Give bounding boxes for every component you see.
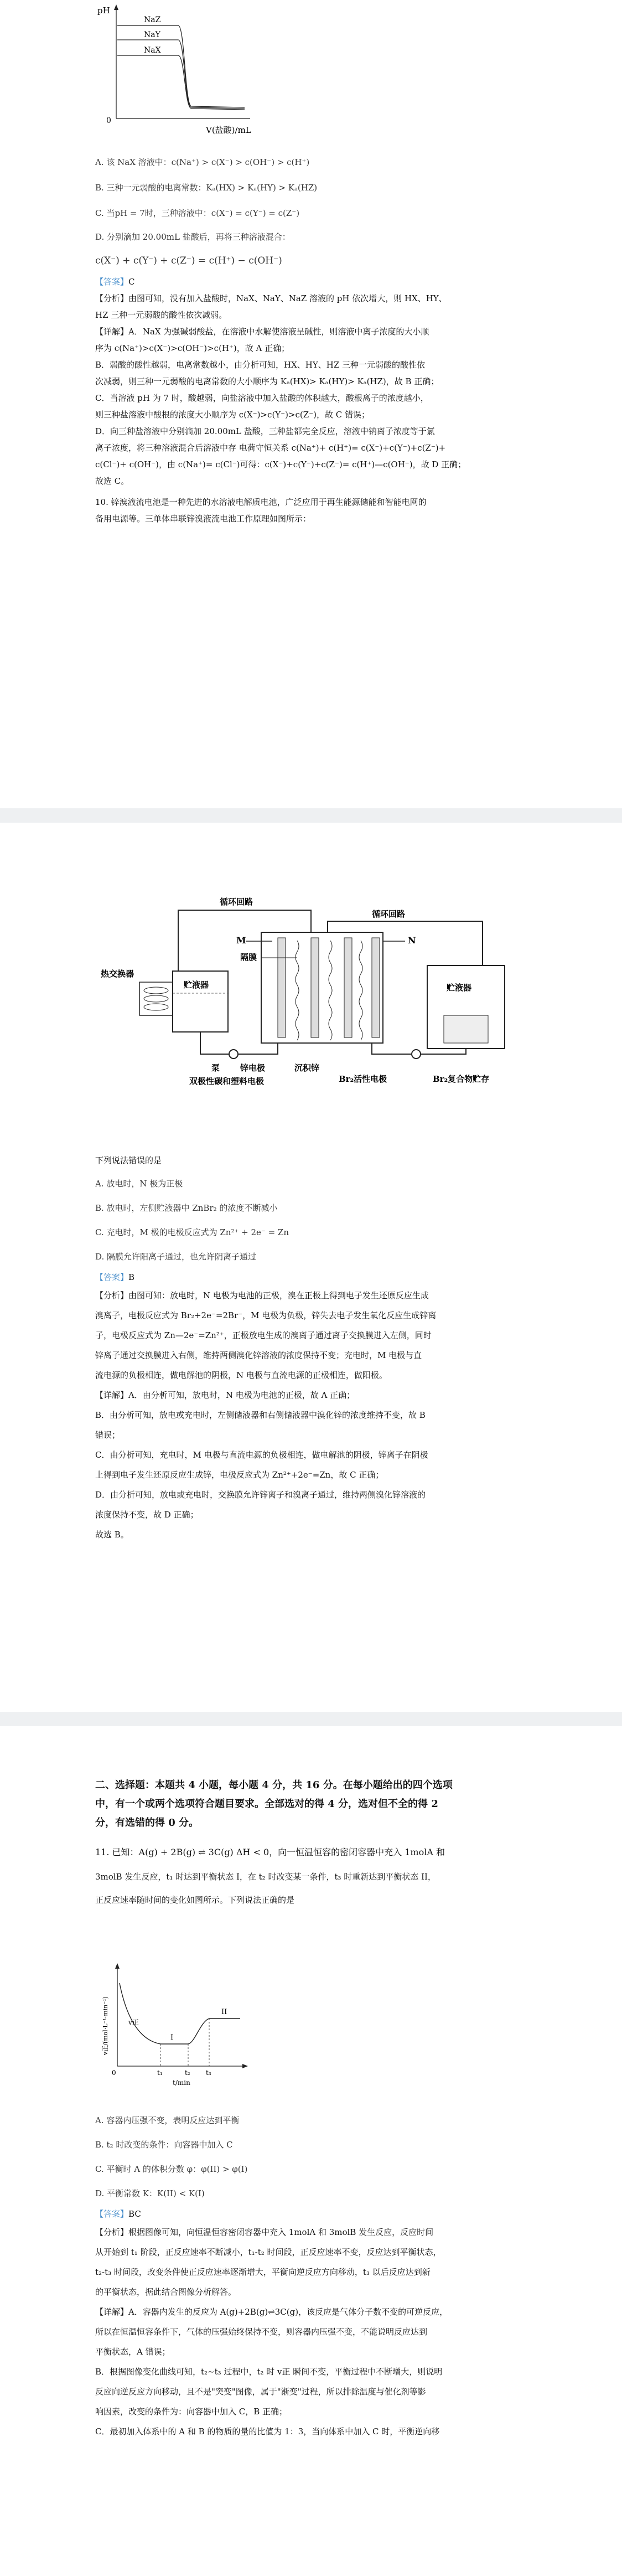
answer-value: B	[128, 1272, 135, 1282]
section-title-line: 二、选择题：本题共 4 小题，每小题 4 分，共 16 分。在每小题给出的四个选项	[95, 1779, 453, 1791]
answer-line	[95, 2206, 538, 2222]
option-c: C. 当pH = 7时，三种溶液中：c(X⁻) = c(Y⁻) = c(Z⁻)	[95, 208, 300, 218]
detail-line: B．弱酸的酸性越弱，电离常数越小，由分析可知，HX、HY、HZ 三种一元弱酸的酸性依	[95, 360, 426, 370]
section-title-line: 中，有一个或两个选项符合题目要求。全部选对的得 4 分，选对但不全的得 2	[95, 1798, 438, 1810]
tick-t2: t₂	[185, 2069, 190, 2077]
analysis-line: 从开始到 t₁ 阶段，正反应速率不断减小，t₁-t₂ 时间段，正反应速率不变，反应达到平衡状态，	[95, 2247, 442, 2257]
tick-t3: t₃	[206, 2069, 211, 2077]
curve-label: v正	[128, 2019, 139, 2026]
detail-line: 次减弱，则三种一元弱酸的电离常数的大小顺序为 Kₐ(HX)> Kₐ(HY)> Kₐ(HZ)，故 B 正确；	[95, 376, 439, 386]
curve-nax	[117, 55, 245, 110]
option-d: D. 隔膜允许阳离子通过，也允许阴离子通过	[95, 1252, 257, 1262]
detail-line: 故选 B。	[95, 1530, 129, 1540]
left-loop-label: 循环回路	[220, 897, 253, 907]
detail-line: 【详解】A．容器内发生的反应为 A(g)+2B(g)⇌3C(g)，该反应是气体分子数不变的可逆反应，	[95, 2307, 448, 2317]
bipolar-electrode-label: 双极性碳和塑料电极	[189, 1076, 265, 1086]
detail-line: 序为 c(Na⁺)>c(X⁻)>c(OH⁻)>c(H⁺)，故 A 正确；	[95, 343, 290, 353]
n-electrode-label: N	[408, 935, 416, 946]
analysis-line: HZ 三种一元弱酸的酸性依次减弱。	[95, 310, 227, 320]
tick-0: 0	[112, 2069, 116, 2077]
page-3	[0, 1726, 622, 2576]
detail-line: B．根据图像变化曲线可知，t₂~t₃ 过程中，t₂ 时 v正 瞬间不变，平衡过程中不断增大，则说明	[95, 2367, 443, 2377]
option-d: D. 分别滴加 20.00mL 盐酸后，再将三种溶液混合：	[95, 232, 291, 242]
ph-titration-chart	[95, 2, 328, 141]
detail-line: 故选 C。	[95, 476, 129, 486]
question-11-line: 正反应速率随时间的变化如图所示。下列说法正确的是	[95, 1895, 295, 1905]
answer-value: C	[128, 277, 135, 287]
analysis-line: 子，电极反应式为 Zn—2e⁻=Zn²⁺，正极放电生成的溴离子通过离子交换膜进入左侧，同时	[95, 1330, 432, 1340]
analysis-line: 的平衡状态，据此结合图像分析解答。	[95, 2287, 237, 2297]
question-11-line: 3molB 发生反应，t₁ 时达到平衡状态 I，在 t₂ 时改变某一条件，t₃ 时重新达到平衡状态 II，	[95, 1872, 436, 1882]
detail-line: c(Cl⁻)+ c(OH⁻)，由 c(Na⁺)= c(Cl⁻)可得：c(X⁻)+c(Y⁻)+c(Z⁻)= c(H⁺)—c(OH⁻)，故 D 正确；	[95, 460, 467, 469]
detail-line: B．由分析可知，放电或充电时，左侧储液器和右侧储液器中溴化锌的浓度维持不变，故 B	[95, 1410, 426, 1420]
option-c: C. 平衡时 A 的体积分数 φ：φ(II) > φ(I)	[95, 2164, 248, 2174]
electrode	[278, 938, 286, 1037]
pump-right	[412, 1050, 421, 1059]
membrane-label: 隔膜	[240, 952, 257, 962]
answer-line	[95, 273, 538, 290]
question-10-line: 备用电源等。三单体串联锌溴液流电池工作原理如图所示：	[95, 514, 312, 524]
zinc-electrode-label: 锌电极	[240, 1063, 266, 1073]
br2-electrode-label: Br₂活性电极	[339, 1074, 387, 1084]
question-10-line: 10. 锌溴液流电池是一种先进的水溶液电解质电池，广泛应用于再生能源储能和智能电网的	[95, 497, 427, 507]
y-axis-label: pH	[97, 6, 110, 16]
x-axis-label: t/min	[173, 2079, 190, 2087]
analysis-line: 【分析】由图可知，没有加入盐酸时，NaX、NaY、NaZ 溶液的 pH 依次增大，则 HX、HY、	[95, 293, 447, 303]
detail-line: 所以在恒温恒容条件下，气体的压强始终保持不变，则容器内压强不变，不能说明反应达到	[95, 2327, 428, 2337]
detail-line: D．由分析可知，放电或充电时，交换膜允许锌离子和溴离子通过，维持两侧溴化锌溶液的	[95, 1490, 426, 1500]
page-separator	[0, 808, 622, 823]
question-stem: 下列说法错误的是	[95, 1155, 162, 1165]
detail-line: 浓度保持不变，故 D 正确；	[95, 1510, 199, 1520]
coil-ring	[144, 987, 168, 994]
option-b: B. 放电时，左侧贮液器中 ZnBr₂ 的浓度不断减小	[95, 1203, 278, 1213]
origin-label: 0	[106, 116, 111, 125]
answer-label: 【答案】	[95, 277, 129, 287]
electrode	[311, 938, 319, 1037]
page-1	[0, 0, 622, 808]
x-axis-label: V(盐酸)/mL	[206, 125, 251, 135]
zinc-deposit-label: 沉积锌	[294, 1063, 320, 1073]
option-a: A. 该 NaX 溶液中：c(Na⁺) > c(X⁻) > c(OH⁻) > c(H⁺)	[95, 157, 310, 167]
coil-ring	[144, 995, 168, 1002]
tick-t1: t₁	[157, 2069, 163, 2077]
answer-line	[95, 1269, 538, 1286]
left-tank-label: 贮液器	[184, 980, 209, 990]
coil-ring	[144, 1004, 168, 1010]
detail-line: C．最初加入体系中的 A 和 B 的物质的量的比值为 1：3，当向体系中加入 C 时，平衡逆向移	[95, 2427, 440, 2436]
question-11-line: 11. 已知：A(g) + 2B(g) ⇌ 3C(g) ΔH < 0，向一恒温恒容的密闭容器中充入 1molA 和	[95, 1847, 445, 1857]
option-a: A. 放电时，N 极为正极	[95, 1179, 183, 1189]
option-d-formula: c(X⁻) + c(Y⁻) + c(Z⁻) = c(H⁺) − c(OH⁻)	[95, 255, 282, 266]
zinc-bromine-battery-diagram	[95, 888, 549, 1093]
detail-line: D．向三种盐溶液中分别滴加 20.00mL 盐酸，三种盐都完全反应，溶液中钠离子浓度等于氯	[95, 426, 435, 436]
analysis-line: 【分析】由图可知：放电时，N 电极为电池的正极，溴在正极上得到电子发生还原反应生成	[95, 1290, 429, 1300]
electrode	[344, 938, 352, 1037]
m-electrode-label: M	[236, 935, 246, 946]
y-axis-arrow	[114, 4, 118, 10]
option-a: A. 容器内压强不变，表明反应达到平衡	[95, 2115, 240, 2125]
curve-nay	[117, 40, 245, 109]
rate-time-graph	[95, 1961, 261, 2088]
detail-line: 错误；	[95, 1430, 121, 1440]
detail-line: 则三种盐溶液中酸根的浓度大小顺序为 c(X⁻)>c(Y⁻)>c(Z⁻)，故 C 错误；	[95, 410, 370, 420]
option-b: B. 三种一元弱酸的电离常数：Kₐ(HX) > Kₐ(HY) > Kₐ(HZ)	[95, 183, 318, 193]
curve-label-nax: NaX	[144, 46, 161, 55]
page-separator	[0, 1712, 622, 1726]
analysis-line: 流电源的负极相连，做电解池的阴极，N 电极与直流电源的正极相连，做阳极。	[95, 1370, 387, 1380]
detail-line: 【详解】A．由分析可知，放电时，N 电极为电池的正极，故 A 正确；	[95, 1390, 355, 1400]
option-d: D. 平衡常数 K：K(II) < K(I)	[95, 2188, 205, 2198]
detail-line: 离子浓度，将三种溶液混合后溶液中存 电荷守恒关系 c(Na⁺)+ c(H⁺)= c(X⁻)+c(Y⁻)+c(Z⁻)+	[95, 443, 446, 453]
right-tank-label: 贮液器	[447, 983, 472, 993]
option-c: C. 充电时，M 极的电极反应式为 Zn²⁺ + 2e⁻ = Zn	[95, 1227, 289, 1237]
detail-line: 【详解】A．NaX 为强碱弱酸盐，在溶液中水解使溶液呈碱性，则溶液中离子浓度的大小顺	[95, 327, 429, 337]
analysis-line: 溴离子，电极反应式为 Br₂+2e⁻=2Br⁻，M 电极为负极，锌失去电子发生氧化反应生成锌离	[95, 1310, 437, 1320]
answer-label: 【答案】	[95, 1272, 129, 1282]
detail-line: 响因素，改变的条件为：向容器中加入 C，B 正确；	[95, 2407, 288, 2417]
pump-label: 泵	[211, 1063, 220, 1073]
analysis-line: t₂-t₃ 时间段，改变条件使正反应速率逐渐增大，平衡向逆反应方向移动，t₃ 以后反应达到新	[95, 2267, 431, 2277]
detail-line: 反应向逆反应方向移动，且不是"突变"图像，属于"渐变"过程，所以排除温度与催化剂等影	[95, 2387, 426, 2397]
detail-line: C．当溶液 pH 为 7 时，酸越弱，向盐溶液中加入盐酸的体积越大，酸根离子的浓度越小，	[95, 393, 429, 403]
br2-complex-store	[444, 1015, 488, 1043]
region-ii-label: II	[221, 2008, 227, 2016]
pump-left	[229, 1050, 238, 1059]
analysis-line: 【分析】根据图像可知，向恒温恒容密闭容器中充入 1molA 和 3molB 发生反应，反应时间	[95, 2227, 434, 2237]
curve-naz	[117, 25, 245, 107]
right-loop-label: 循环回路	[372, 909, 406, 919]
detail-line: 上得到电子发生还原反应生成锌，电极反应式为 Zn²⁺+2e⁻=Zn，故 C 正确；	[95, 1470, 384, 1480]
curve-label-nay: NaY	[144, 30, 160, 39]
answer-value: BC	[128, 2209, 141, 2219]
br2-storage-label: Br₂复合物贮存	[433, 1074, 490, 1084]
detail-line: 平衡状态，A 错误；	[95, 2347, 170, 2357]
curve-label-naz: NaZ	[144, 16, 161, 24]
heat-exchanger-label: 热交换器	[101, 969, 134, 979]
detail-line: C．由分析可知，充电时，M 电极与直流电源的负极相连，做电解池的阴极，锌离子在阴极	[95, 1450, 428, 1460]
page-2	[0, 823, 622, 1712]
option-b: B. t₂ 时改变的条件：向容器中加入 C	[95, 2140, 233, 2150]
section-title-line: 分，有选错的得 0 分。	[95, 1817, 199, 1829]
electrode	[372, 938, 380, 1037]
y-axis-label: v正/(mol·L⁻¹·min⁻¹)	[102, 1996, 109, 2055]
answer-label: 【答案】	[95, 2209, 129, 2219]
analysis-line: 锌离子通过交换膜进入右侧，维持两侧溴化锌溶液的浓度保持不变；充电时，M 电极与直	[95, 1350, 422, 1360]
region-i-label: I	[170, 2033, 174, 2042]
